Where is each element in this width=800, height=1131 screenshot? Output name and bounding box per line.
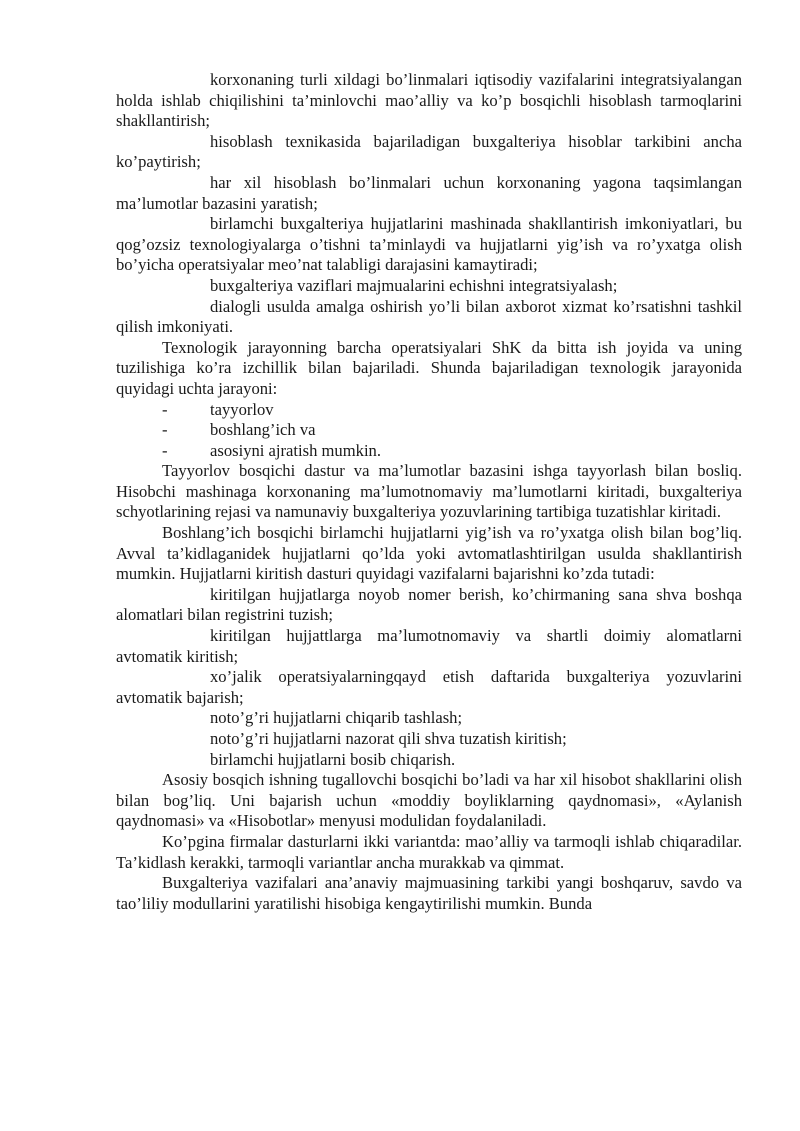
list-item: dialogli usulda amalga oshirish yo’li bilan axborot xizmat ko’rsatishni tashkil qilish imkoniyati. <box>116 296 742 337</box>
list-item: noto’g’ri hujjatlarni chiqarib tashlash; <box>210 708 463 728</box>
dash-marker: - <box>162 399 168 419</box>
paragraph-tayyorlov: Tayyorlov bosqichi dastur va ma’lumotlar bazasini ishga tayyorlash bilan bosliq. Hisobchi mashinaga korxonaning ma’lumotnomaviy ma’lumotlarni kiritadi, buxgalteriya schyotlarining rejasi va namunaviy buxgalteriya yozuvlarining tartibiga tuzatishlar kiritadi. <box>116 461 742 522</box>
list-item: korxonaning turli xildagi bo’linmalari iqtisodiy vazifalarini integratsiyalangan holda ishlab chiqilishini ta’minlovchi mao’alliy va ko’p bosqichli hisoblash tarmoqlarini shakllantirish; <box>116 70 742 131</box>
list-item: xo’jalik operatsiyalarningqayd etish daftarida buxgalteriya yozuvlarini avtomatik bajarish; <box>116 667 742 707</box>
list-item: noto’g’ri hujjatlarni nazorat qili shva tuzatish kiritish; <box>210 729 567 748</box>
paragraph-firmalar: Ko’pgina firmalar dasturlarni ikki variantda: mao’alliy va tarmoqli ishlab chiqaradilar. Ta’kidlash kerakki, tarmoqli variantlar ancha murakkab va qimmat. <box>116 831 742 872</box>
dash-marker: - <box>162 420 168 440</box>
list-item: har xil hisoblash bo’linmalari uchun korxonaning yagona taqsimlangan ma’lumotlar bazasini yaratish; <box>116 172 742 213</box>
dash-marker: - <box>162 440 168 460</box>
list-item: kiritilgan hujjatlarga noyob nomer berish, ko’chirmaning sana shva boshqa alomatlari bilan registrini tuzish; <box>116 584 742 625</box>
dash-item-text: boshlang’ich va <box>210 420 316 440</box>
document-page <box>116 70 742 914</box>
paragraph-last: Buxgalteriya vazifalari ana’anaviy majmuasining tarkibi yangi boshqaruv, savdo va tao’liliy modullarini yaratilishi hisobiga kengaytirilishi mumkin. Bunda <box>116 873 742 913</box>
paragraph-boshlangich: Boshlang’ich bosqichi birlamchi hujjatlarni yig’ish va ro’yxatga olish bilan bog’liq. Avval ta’kidlaganidek hujjatlarni qo’lda yoki avtomatlashtirilgan usulda shakllantirish mumkin. Hujjatlarni kiritish dasturi quyidagi vazifalarni bajarishni ko’zda tutadi: <box>116 523 742 584</box>
paragraph-asosiy: Asosiy bosqich ishning tugallovchi bosqichi bo’ladi va har xil hisobot shakllarini olish bilan bog’liq. Uni bajarish uchun «moddiy boyliklarning qaydnomasi», «Aylanish qaydnomasi» va «Hisobotlar» menyusi modulidan foydalaniladi. <box>116 770 742 831</box>
list-item: buxgalteriya vaziflari majmualarini echishni integratsiyalash; <box>210 275 618 295</box>
list-item: hisoblash texnikasida bajariladigan buxgalteriya hisoblar tarkibini ancha ko’paytirish; <box>116 131 742 172</box>
paragraph-tech-process: Texnologik jarayonning barcha operatsiyalari ShK da bitta ish joyida va uning tuzilishiga ko’ra izchillik bilan bajariladi. Shunda bajariladigan texnologik jarayonida quyidagi uchta jarayoni: <box>116 337 742 398</box>
list-item: birlamchi buxgalteriya hujjatlarini mashinada shakllantirish imkoniyatlari, bu qog’ozsiz texnologiyalarga o’tishni ta’minlaydi va hujjatlarni yig’ish va ro’yxatga olish bo’yicha operatsiyalar meo’nat talabligi darajasini kamaytiradi; <box>116 214 742 275</box>
dash-item <box>116 420 742 441</box>
dash-item-text: asosiyni ajratish mumkin. <box>210 440 381 460</box>
list-item: kiritilgan hujjattlarga ma’lumotnomaviy va shartli doimiy alomatlarni avtomatik kiritish; <box>116 626 742 666</box>
dash-item <box>116 400 742 421</box>
dash-item <box>116 441 742 462</box>
dash-item-text: tayyorlov <box>210 399 274 419</box>
list-item: birlamchi hujjatlarni bosib chiqarish. <box>210 749 456 769</box>
